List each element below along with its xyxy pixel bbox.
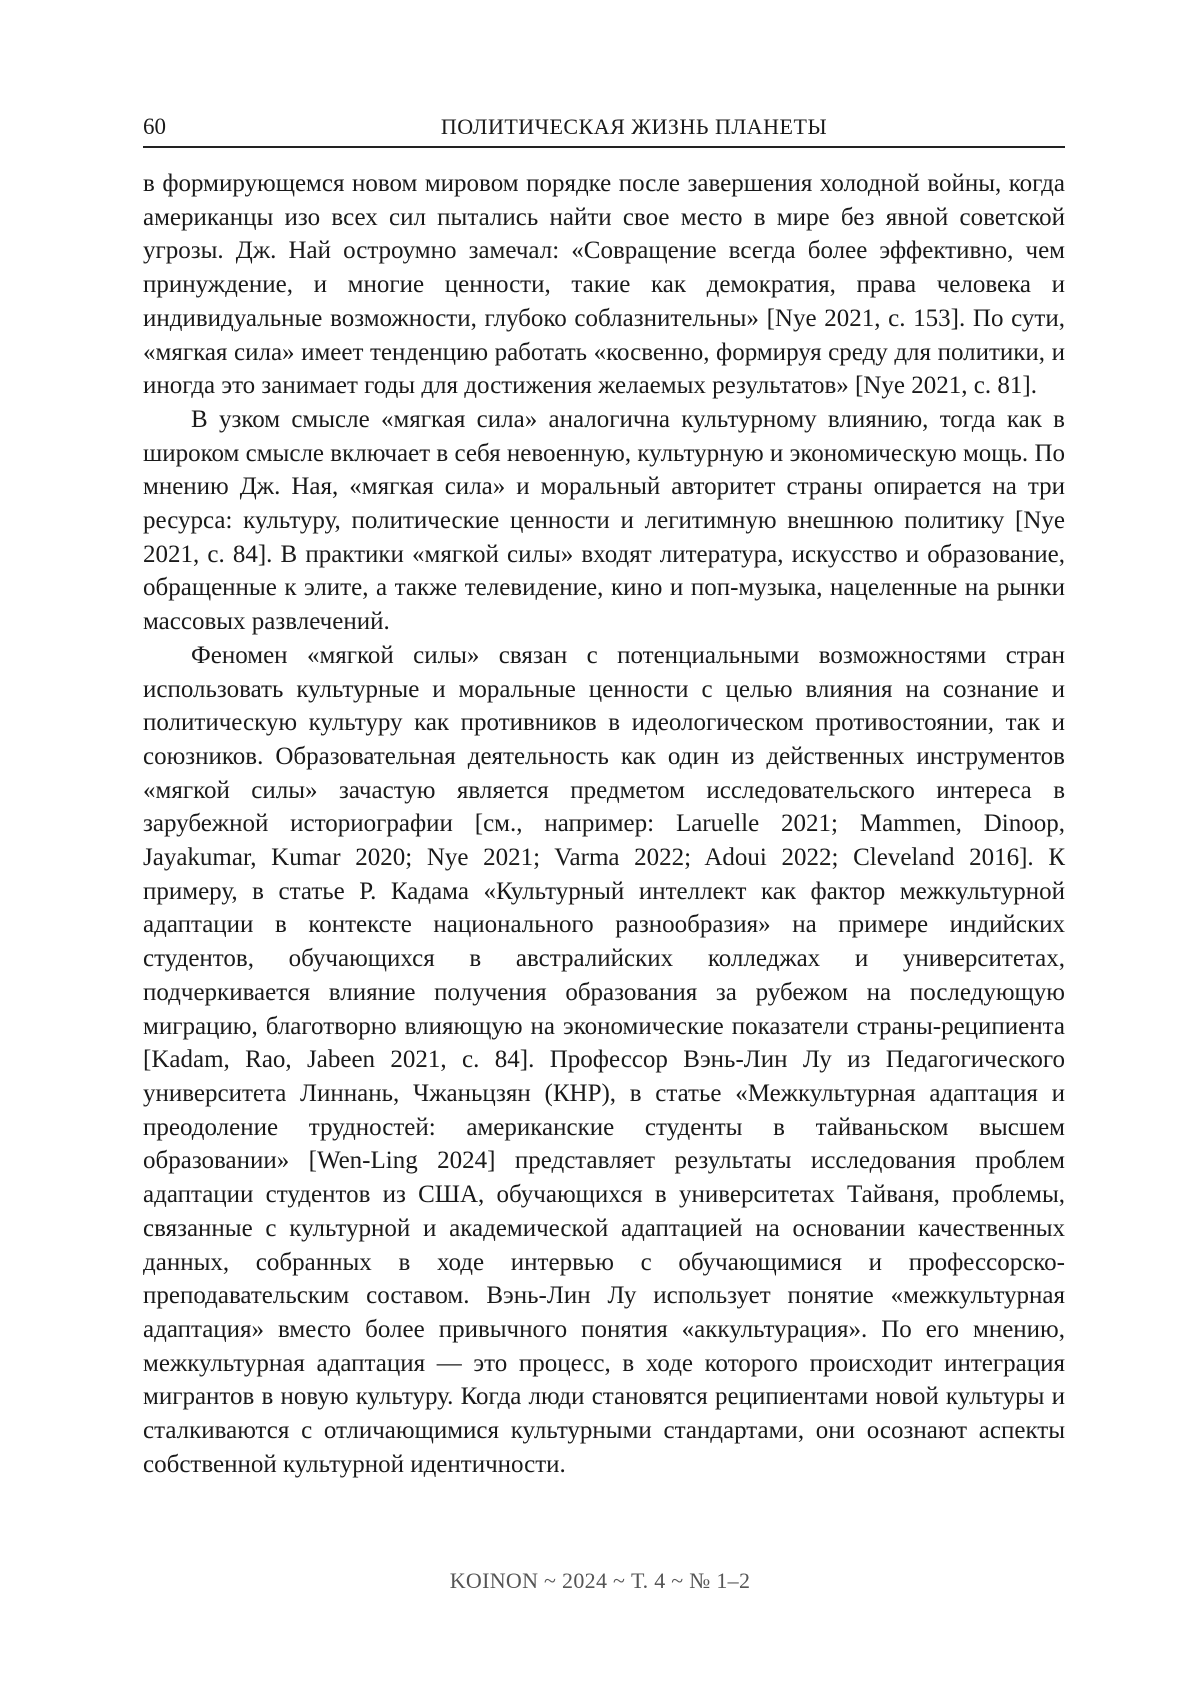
document-page <box>0 0 1200 1694</box>
journal-footer: KOINON ~ 2024 ~ Т. 4 ~ № 1–2 <box>0 1568 1200 1594</box>
paragraph-2: В узком смысле «мягкая сила» аналогична культурному влиянию, тогда как в широком смысле включает в себя невоенную, культурную и экономическую мощь. По мнению Дж. Ная, «мягкая сила» и моральный авторитет страны опирается на три ресурса: культуру, политические ценности и легитимную внешнюю политику [Nye 2021, с. 84]. В практики «мягкой силы» входят лите­ратура, искусство и образование, обращенные к элите, а также телевидение, кино и поп-музыка, нацеленные на рынки массовых развлечений. <box>143 403 1065 639</box>
article-body <box>143 167 1065 1481</box>
running-title: ПОЛИТИЧЕСКАЯ ЖИЗНЬ ПЛАНЕТЫ <box>143 112 1065 142</box>
paragraph-3: Феномен «мягкой силы» связан с потенциальными возможностями стран использовать культурные и моральные ценности с целью влияния на сознание и политическую культуру как противников в идеологическом противостоянии, так и союзников. Образовательная деятельность как один из действенных инструментов «мягкой силы» зачастую является предметом исследователь­ского интереса в зарубежной историографии [см., например: Laruelle 2021; Mammen, Dinoop, Jayakumar, Kumar 2020; Nye 2021; Varma 2022; Adoui 2022; Cleveland 2016]. К примеру, в статье Р. Кадама «Культурный интеллект как фактор межкультурной адаптации в контексте национального разнообразия» на примере индийских студентов, обучающихся в австралийских колледжах и университетах, подчеркивается влияние получения образования за рубе­жом на последующую миграцию, благотворно влияющую на экономические показатели страны-реципиента [Kadam, Rao, Jabeen 2021, с. 84]. Профессор Вэнь-Лин Лу из Педагогического университета Линнань, Чжаньцзян (КНР), в статье «Межкультурная адаптация и преодоление трудностей: американские студенты в тайваньском высшем образовании» [Wen-Ling 2024] представляет результаты исследования проблем адаптации студентов из США, обучающихся в университетах Тайваня, проблемы, связанные с культурной и академической адаптацией на основании качественных данных, собранных в ходе интервью с обучающимися и профессорско-преподавательским составом. Вэнь-Лин Лу использует понятие «межкультурная адаптация» вместо более привычного понятия «аккультурация». По его мнению, межкультурная адаптация — это процесс, в ходе которого происходит интеграция мигрантов в новую культуру. Когда люди становятся реципиентами новой культуры и сталкиваются с отли­чающимися культурными стандартами, они осознают аспекты собственной культурной идентичности. <box>143 639 1065 1482</box>
page-number: 60 <box>143 112 166 142</box>
paragraph-1: в формирующемся новом мировом порядке после завершения холодной войны, когда американцы изо всех сил пытались найти свое место в мире без явной советской угрозы. Дж. Най остроумно замечал: «Совращение всегда более эффективно, чем принуждение, и многие ценности, такие как демократия, права человека и индивидуальные возможности, глубоко соблазнительны» [Nye 2021, с. 153]. По сути, «мягкая сила» имеет тенденцию работать «косвенно, формируя среду для политики, и иногда это занимает годы для достижения желаемых результатов» [Nye 2021, с. 81]. <box>143 167 1065 403</box>
page-header <box>143 112 1065 148</box>
